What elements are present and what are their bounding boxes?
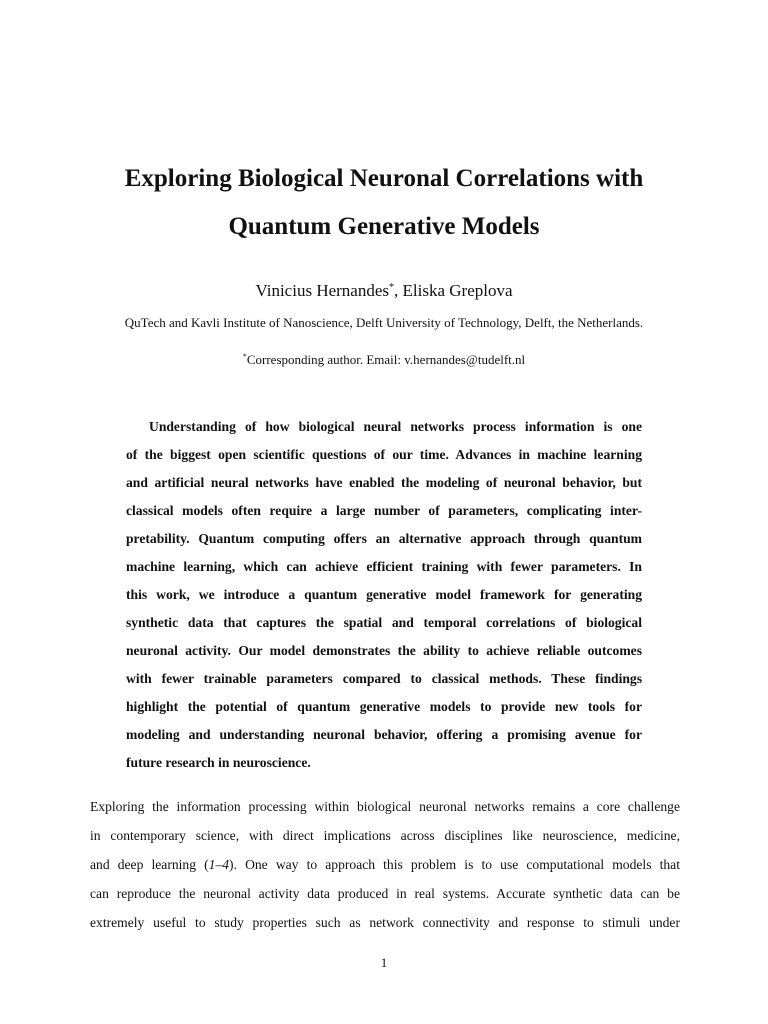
abstract-line: machine learning, which can achieve efficient training with fewer parameters. In <box>126 559 642 574</box>
author-list <box>0 278 768 301</box>
body-line: Exploring the information processing within biological neuronal networks remains a core challenge <box>90 799 680 814</box>
abstract-line: modeling and understanding neuronal behavior, offering a promising avenue for <box>126 727 642 742</box>
body-line <box>90 850 680 879</box>
corresponding-author-note <box>0 349 768 368</box>
body-text: and deep learning ( <box>90 857 209 872</box>
corresponding-note-mark: * <box>242 352 247 361</box>
body-line: can reproduce the neuronal activity data produced in real systems. Accurate synthetic data can be <box>90 886 680 901</box>
abstract-line: this work, we introduce a quantum generative model framework for generating <box>126 587 642 602</box>
paper-title-line-2: Quantum Generative Models <box>228 213 540 240</box>
corresponding-email: Corresponding author. Email: v.hernandes@tudelft.nl <box>246 352 526 367</box>
body-text: ). One way to approach this problem is to use computational models that <box>229 857 680 872</box>
abstract-line: and artificial neural networks have enabled the modeling of neuronal behavior, but <box>126 475 642 490</box>
citation-reference: 1–4 <box>208 857 230 872</box>
body-line: extremely useful to study properties such as network connectivity and response to stimuli under <box>90 915 680 930</box>
author-separator: , <box>394 281 403 300</box>
abstract-line: neuronal activity. Our model demonstrates the ability to achieve reliable outcomes <box>126 643 642 658</box>
abstract-line: future research in neuroscience. <box>126 755 311 770</box>
abstract <box>126 413 642 777</box>
abstract-line: synthetic data that captures the spatial and temporal correlations of biological <box>126 615 642 630</box>
abstract-line: of the biggest open scientific questions of our time. Advances in machine learning <box>126 447 642 462</box>
body-paragraph <box>90 792 680 937</box>
page-number: 1 <box>380 955 388 970</box>
affiliation: QuTech and Kavli Institute of Nanoscience, Delft University of Technology, Delft, the Netherlands. <box>124 315 644 330</box>
abstract-line: pretability. Quantum computing offers an alternative approach through quantum <box>126 531 642 546</box>
abstract-line: highlight the potential of quantum generative models to provide new tools for <box>126 699 642 714</box>
abstract-line: with fewer trainable parameters compared to classical methods. These findings <box>126 671 642 686</box>
abstract-line: classical models often require a large number of parameters, complicating inter- <box>126 503 642 518</box>
author-name: Vinicius Hernandes <box>255 281 390 300</box>
corresponding-author-mark: * <box>389 282 395 293</box>
author-name: Eliska Greplova <box>402 281 513 300</box>
body-line: in contemporary science, with direct implications across disciplines like neuroscience, medicine, <box>90 828 680 843</box>
abstract-line: Understanding of how biological neural networks process information is one <box>149 419 642 434</box>
paper-title-line-1: Exploring Biological Neuronal Correlations with <box>124 165 644 192</box>
